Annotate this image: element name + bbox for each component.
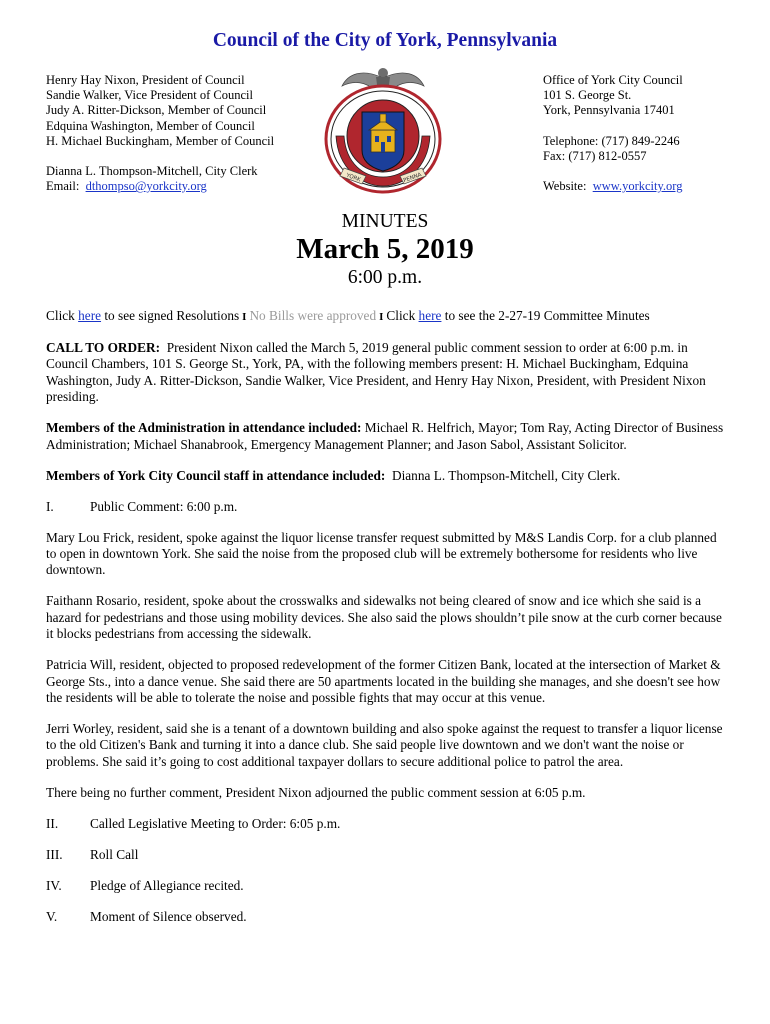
call-to-order-paragraph [46,340,726,406]
click-text: Click [386,308,416,323]
agenda-item-number: IV. [46,877,62,893]
agenda-item-text: Roll Call [90,846,139,862]
agenda-item-text: Pledge of Allegiance recited. [90,877,244,893]
separator: I [379,311,384,323]
call-to-order-text: President Nixon called the March 5, 2019 general public comment session to order at 6:00 p.m. in Council Chambers, 101 S. George St., York, PA, with the following members present: H. Michael Buckingham, Edquina Washington, Judy A. Ritter-Dickson, Sandie Walker, Vice President, and Henry Hay Nixon, President, with President Nixon presiding. [46,340,706,405]
public-comment-paragraph: Faithann Rosario, resident, spoke about the crosswalks and sidewalks not being cleared of snow and ice which she said is a hazard for pedestrians and those using mobility devices. She also said the plows shouldn’t pile snow at the curb corner because it blocks pedestrians from accessing the sidewalk. [46,593,722,642]
public-comment-paragraph: Patricia Will, resident, objected to proposed redevelopment of the former Citizen Bank, located at the intersection of Market & George Sts., into a dance venue. She said there are 50 apartments located in the building she manages, and she doesn't see how the residents will be able to tolerate the noise and possible fights that may occur at this venue. [46,657,721,706]
committee-minutes-link[interactable]: here [418,308,442,323]
agenda-item-number: III. [46,846,63,862]
minutes-heading: MINUTES [341,211,429,232]
agenda-item-text: Public Comment: 6:00 p.m. [90,498,238,514]
public-comment-paragraph: Jerri Worley, resident, said she is a tenant of a downtown building and also spoke against the request to transfer a liquor license to the old Citizen's Bank and turning it into a dance club. She said people live downtown and we don't want the noise or problems. She said it’s going to cost additional taxpayer dollars to secure additional police to patrol the area. [46,721,723,769]
staff-paragraph [46,468,726,484]
office-line: 101 S. George St. [543,88,632,103]
website-line [543,179,683,194]
seal-text-right: PENNA [402,172,423,185]
council-members-block [46,73,274,194]
agenda-item-number: I. [46,498,54,514]
agenda-item-text: Moment of Silence observed. [90,908,247,924]
clerk-email-line [46,179,274,194]
call-to-order-label: CALL TO ORDER: [46,340,161,355]
member-line: H. Michael Buckingham, Member of Council [46,133,275,148]
resolutions-link[interactable]: here [78,308,102,323]
agenda-item-number: II. [46,815,59,831]
no-bills-text: No Bills were approved [249,308,377,323]
member-line: Henry Hay Nixon, President of Council [46,73,245,87]
member-line: Edquina Washington, Member of Council [46,118,255,133]
member-line: Judy A. Ritter-Dickson, Member of Council [46,103,267,118]
agenda-item-number: V. [46,908,58,924]
agenda-item-text: Called Legislative Meeting to Order: 6:05 p.m. [90,815,341,831]
meeting-time: 6:00 p.m. [347,267,423,288]
staff-text: Dianna L. Thompson-Mitchell, City Clerk. [391,467,621,483]
email-label: Email: [46,179,80,194]
city-seal-emblem [322,64,444,196]
minutes-body [46,308,726,940]
adjournment-paragraph: There being no further comment, President Nixon adjourned the public comment session at 6:05 p.m. [46,784,586,800]
agenda-item [46,847,726,863]
website-label: Website: [543,179,587,194]
committee-minutes-text: to see the 2-27-19 Committee Minutes [444,308,650,323]
office-line: York, Pennsylvania 17401 [543,103,675,118]
seal-text-left: YORK [345,172,362,184]
agenda-item [46,816,726,832]
email-link[interactable]: dthompso@yorkcity.org [85,179,207,194]
meeting-date: March 5, 2019 [296,233,474,265]
links-line [46,308,726,325]
separator: I [242,311,247,323]
staff-label: Members of York City Council staff in attendance included: [46,467,386,483]
click-text: Click [46,308,75,323]
telephone: Telephone: (717) 849-2246 [543,133,680,148]
administration-label: Members of the Administration in attendance included: [46,420,362,436]
website-link[interactable]: www.yorkcity.org [592,179,683,194]
member-line: Sandie Walker, Vice President of Council [46,88,253,103]
council-title: Council of the City of York, Pennsylvania [212,30,558,51]
resolutions-text: to see signed Resolutions [104,308,240,323]
administration-paragraph [46,420,726,453]
public-comment-paragraph: Mary Lou Frick, resident, spoke against the liquor license transfer request submitted by M&S Landis Corp. for a club planned to open in downtown York. She said the noise from the proposed club will be extremely bothersome for residents who live downtown. [46,529,717,578]
fax: Fax: (717) 812-0557 [543,148,647,163]
agenda-item [46,909,726,925]
administration-text: Michael R. Helfrich, Mayor; Tom Ray, Acting Director of Business Administration; Michael Shanabrook, Emergency Management Planner; and Jason Sabol, Assistant Solicitor. [46,420,724,452]
agenda-item [46,499,726,515]
clerk-name: Dianna L. Thompson-Mitchell, City Clerk [46,164,258,179]
office-line: Office of York City Council [543,73,683,87]
agenda-item [46,878,726,894]
council-office-block [543,73,683,194]
